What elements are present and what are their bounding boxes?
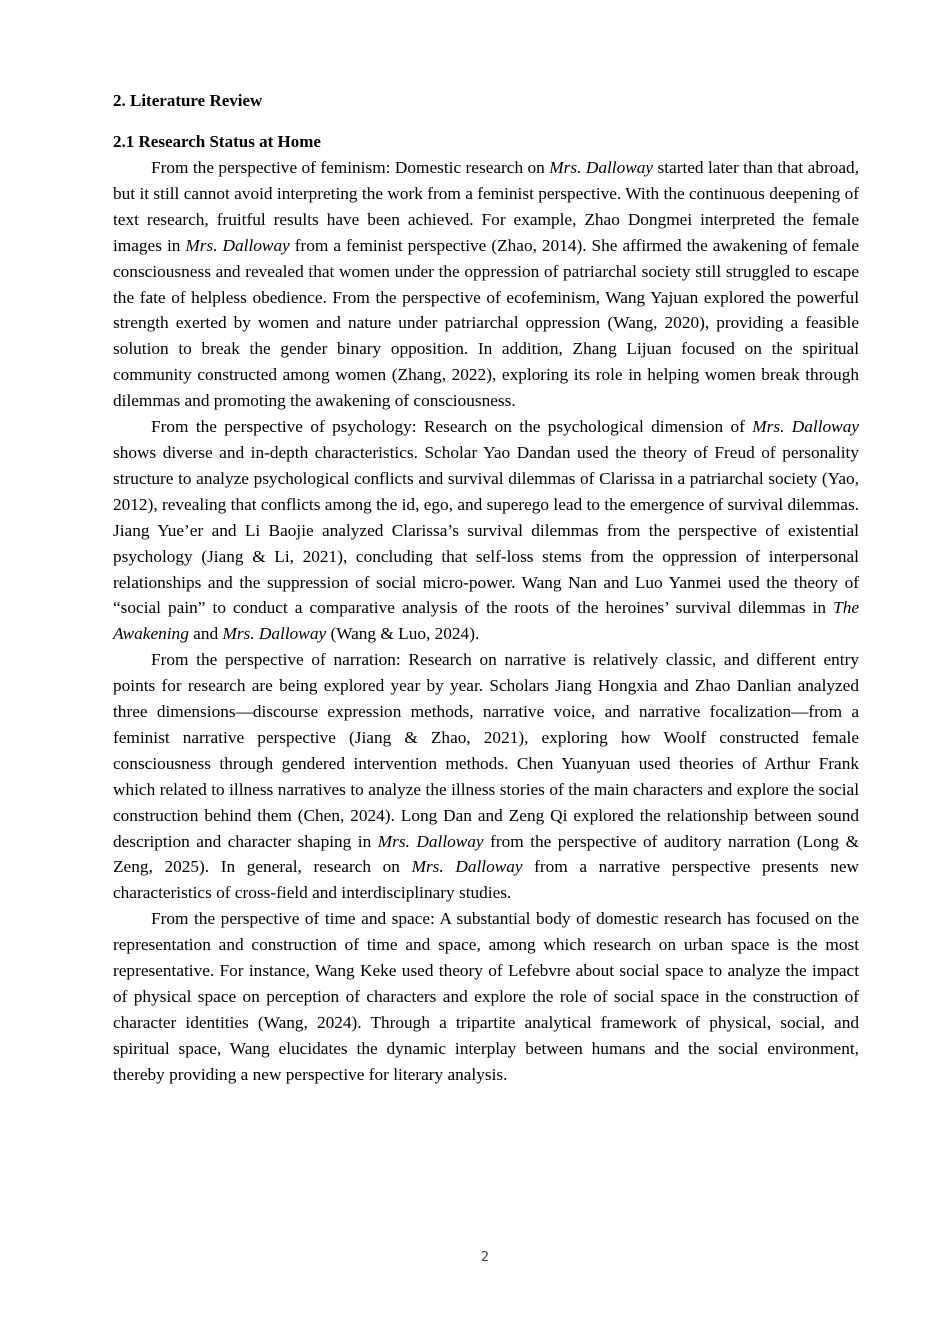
- text-run: from a feminist perspective (Zhao, 2014). She affirmed the awakening of female consciousness and revealed that women under the oppression of patriarchal society still struggled to escape the fate of helpless obedience. From the perspective of ecofeminism, Wang Yajuan explored the powerful strength exerted by women and nature under patriarchal oppression (Wang, 2020), providing a feasible solution to break the gender binary opposition. In addition, Zhang Lijuan focused on the spiritual community constructed among women (Zhang, 2022), exploring its role in helping women break through dilemmas and promoting the awakening of consciousness.: [113, 235, 859, 411]
- paragraph: [113, 414, 859, 647]
- italic-title: Mrs. Dalloway: [377, 831, 484, 851]
- italic-title: Mrs. Dalloway: [222, 624, 327, 644]
- text-run: From the perspective of psychology: Research on the psychological dimension of: [151, 417, 753, 437]
- italic-title: Mrs. Dalloway: [411, 857, 523, 877]
- page-number: 2: [480, 1250, 490, 1265]
- text-run: and: [188, 624, 223, 644]
- text-run: started later than that abroad, but it still cannot avoid interpreting the work from a feminist perspective. With the continuous deepening of text research, fruitful results have been achieved. For example, Zhao Dongmei interpreted the female images in: [113, 158, 860, 255]
- section-heading: 2. Literature Review: [113, 91, 263, 110]
- italic-title: The Awakening: [113, 598, 859, 644]
- italic-title: Mrs. Dalloway: [752, 417, 859, 437]
- text-run: from a narrative perspective presents new characteristics of cross-field and interdisciplinary studies.: [113, 857, 859, 903]
- paragraph: [113, 647, 859, 906]
- text-run: From the perspective of narration: Research on narrative is relatively classic, and different entry points for research are being explored year by year. Scholars Jiang Hongxia and Zhao Danlian analyzed three dimensions—discourse expression methods, narrative voice, and narrative focalization—from a feminist narrative perspective (Jiang & Zhao, 2021), exploring how Woolf constructed female consciousness through gendered intervention methods. Chen Yuanyuan used theories of Arthur Frank which related to illness narratives to analyze the illness stories of the main characters and explore the social construction behind them (Chen, 2024). Long Dan and Zeng Qi explored the relationship between sound description and character shaping in: [113, 650, 859, 851]
- italic-title: Mrs. Dalloway: [549, 158, 654, 177]
- paragraph: [113, 906, 859, 1087]
- text-run: shows diverse and in-depth characteristics. Scholar Yao Dandan used the theory of Freud of personality structure to analyze psychological conflicts and survival dilemmas of Clarissa in a patriarchal society (Yao, 2012), revealing that conflicts among the id, ego, and superego lead to the emergence of survival dilemmas. Jiang Yue’er and Li Baojie analyzed Clarissa’s survival dilemmas from the perspective of existential psychology (Jiang & Li, 2021), concluding that self-loss stems from the oppression of interpersonal relationships and the suppression of social micro-power. Wang Nan and Luo Yanmei used the theory of “social pain” to conduct a comparative analysis of the roots of the heroines’ survival dilemmas in: [113, 442, 859, 618]
- text-run: From the perspective of feminism: Domestic research on: [151, 158, 550, 177]
- text-run: (Wang & Luo, 2024).: [326, 624, 480, 644]
- text-run: From the perspective of time and space: A substantial body of domestic research has focused on the representation and construction of time and space, among which research on urban space is the most representative. For instance, Wang Keke used theory of Lefebvre about social space to analyze the impact of physical space on perception of characters and explore the role of social space in the construction of character identities (Wang, 2024). Through a tripartite analytical framework of physical, social, and spiritual space, Wang elucidates the dynamic interplay between humans and the social environment, thereby providing a new perspective for literary analysis.: [113, 909, 859, 1084]
- italic-title: Mrs. Dalloway: [185, 235, 290, 255]
- subsection-heading: 2.1 Research Status at Home: [113, 132, 321, 151]
- document-page: [113, 88, 859, 1088]
- paragraph: [113, 155, 859, 414]
- body-text: [113, 155, 859, 1088]
- text-run: from the perspective of auditory narration (Long & Zeng, 2025). In general, research on: [113, 831, 860, 877]
